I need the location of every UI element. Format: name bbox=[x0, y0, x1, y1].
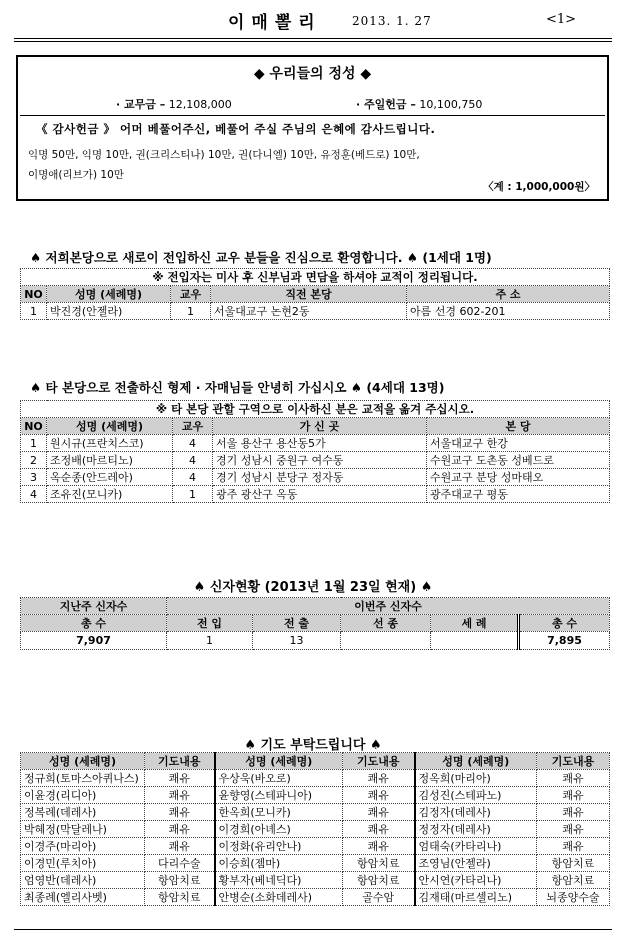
column-header: 선 종 bbox=[341, 615, 431, 632]
column-header: 전 출 bbox=[253, 615, 341, 632]
table-cell: 박진경(안젤라) bbox=[47, 303, 171, 320]
this-week-header: 이번주 신자수 bbox=[167, 598, 610, 615]
table-cell: 쾌유 bbox=[537, 838, 610, 855]
transfer-in-table bbox=[20, 268, 610, 320]
table-cell: 다리수술 bbox=[145, 855, 215, 872]
table-cell: 쾌유 bbox=[537, 821, 610, 838]
table-row bbox=[21, 632, 610, 650]
column-header: 본 당 bbox=[427, 418, 610, 435]
table-row bbox=[21, 486, 610, 503]
column-header: 교우 bbox=[173, 418, 213, 435]
table-cell: 김정자(데레사) bbox=[415, 804, 537, 821]
table-cell: 4 bbox=[21, 486, 47, 503]
table-row bbox=[21, 469, 610, 486]
table-row bbox=[21, 821, 610, 838]
table-row bbox=[21, 770, 610, 787]
table-cell: 4 bbox=[173, 469, 213, 486]
table-cell: 이경희(아녜스) bbox=[215, 821, 343, 838]
table-cell: 최종례(엘리사벳) bbox=[21, 889, 145, 906]
table-cell: 항암치료 bbox=[343, 872, 415, 889]
table-cell: 쾌유 bbox=[343, 804, 415, 821]
table-row bbox=[21, 303, 610, 320]
census-transfer-out: 13 bbox=[253, 632, 341, 650]
table-cell: 김성진(스테파노) bbox=[415, 787, 537, 804]
column-header: 기도내용 bbox=[537, 753, 610, 770]
sunday-value: 10,100,750 bbox=[419, 98, 483, 111]
column-header: 기도내용 bbox=[343, 753, 415, 770]
column-header: 총 수 bbox=[519, 615, 610, 632]
table-cell: 쾌유 bbox=[343, 770, 415, 787]
transfer-out-title: ♠ 타 본당으로 전출하신 형제 · 자매님들 안녕히 가십시오 ♠ (4세대 13명) bbox=[30, 380, 445, 395]
table-cell: 쾌유 bbox=[145, 787, 215, 804]
table-cell: 항암치료 bbox=[145, 872, 215, 889]
column-header: 기도내용 bbox=[145, 753, 215, 770]
table-cell: 황부자(베네딕다) bbox=[215, 872, 343, 889]
table-cell: 정옥희(마리아) bbox=[415, 770, 537, 787]
table-cell: 서울대교구 논현2동 bbox=[211, 303, 407, 320]
table-cell: 한옥희(모니카) bbox=[215, 804, 343, 821]
census-last-total: 7,907 bbox=[21, 632, 167, 650]
table-cell: 정규희(토마스아퀴나스) bbox=[21, 770, 145, 787]
table-cell: 4 bbox=[173, 435, 213, 452]
header-divider bbox=[14, 38, 612, 39]
table-cell: 1 bbox=[171, 303, 211, 320]
table-cell: 쾌유 bbox=[537, 804, 610, 821]
table-cell: 항암치료 bbox=[537, 855, 610, 872]
table-cell: 항암치료 bbox=[145, 889, 215, 906]
table-cell: 쾌유 bbox=[343, 838, 415, 855]
bulletin-date: 2013. 1. 27 bbox=[352, 14, 432, 28]
dues-amount bbox=[116, 96, 232, 112]
table-cell: 이윤경(리디아) bbox=[21, 787, 145, 804]
table-cell: 조영님(안젤라) bbox=[415, 855, 537, 872]
table-cell: 정복례(데레사) bbox=[21, 804, 145, 821]
table-cell: 이경민(루치아) bbox=[21, 855, 145, 872]
table-cell: 쾌유 bbox=[537, 787, 610, 804]
table-cell: 쾌유 bbox=[343, 821, 415, 838]
table-cell: 경기 성남시 분당구 정자동 bbox=[213, 469, 427, 486]
table-cell: 박혜정(막달레나) bbox=[21, 821, 145, 838]
transfer-in-title: ♠ 저희본당으로 새로이 전입하신 교우 분들을 진심으로 환영합니다. ♠ (1세대 1명) bbox=[30, 250, 492, 265]
table-row bbox=[21, 889, 610, 906]
column-header: 총 수 bbox=[21, 615, 167, 632]
table-cell: 이정화(유리안나) bbox=[215, 838, 343, 855]
table-cell: 서울 용산구 용산동5가 bbox=[213, 435, 427, 452]
table-cell: 수원교구 도촌동 성베드로 bbox=[427, 452, 610, 469]
table-cell: 수원교구 분당 성마태오 bbox=[427, 469, 610, 486]
column-header: 직전 본당 bbox=[211, 286, 407, 303]
table-row bbox=[21, 787, 610, 804]
column-header: NO bbox=[21, 418, 47, 435]
census-baptism bbox=[431, 632, 519, 650]
table-cell: 1 bbox=[173, 486, 213, 503]
table-cell: 쾌유 bbox=[145, 838, 215, 855]
table-row bbox=[21, 435, 610, 452]
offering-box bbox=[16, 55, 609, 201]
table-row bbox=[21, 452, 610, 469]
column-header: 성명 (세례명) bbox=[47, 418, 173, 435]
column-header: 성명 (세례명) bbox=[47, 286, 171, 303]
table-cell: 정정자(데레사) bbox=[415, 821, 537, 838]
prayer-title: ♠ 기도 부탁드립니다 ♠ bbox=[244, 738, 382, 753]
sunday-label: · 주일헌금 – bbox=[356, 98, 416, 111]
transfer-in-note: ※ 전입자는 미사 후 신부님과 면담을 하셔야 교적이 정리됩니다. bbox=[21, 269, 610, 286]
table-cell: 2 bbox=[21, 452, 47, 469]
transfer-out-table bbox=[20, 400, 610, 503]
table-cell: 항암치료 bbox=[537, 872, 610, 889]
transfer-out-note: ※ 타 본당 관할 구역으로 이사하신 분은 교적을 옮겨 주십시오. bbox=[21, 401, 610, 418]
sunday-amount bbox=[356, 96, 482, 112]
page-number: <1> bbox=[546, 12, 577, 27]
prayer-table bbox=[20, 752, 610, 906]
table-cell: 이경주(마리아) bbox=[21, 838, 145, 855]
column-header: 주 소 bbox=[407, 286, 610, 303]
census-this-total: 7,895 bbox=[519, 632, 610, 650]
table-cell: 4 bbox=[173, 452, 213, 469]
table-cell: 엄영반(데레사) bbox=[21, 872, 145, 889]
column-header: 성명 (세례명) bbox=[215, 753, 343, 770]
census-deceased bbox=[341, 632, 431, 650]
census-title: ♠ 신자현황 (2013년 1월 23일 현재) ♠ bbox=[193, 580, 433, 595]
column-header: 세 례 bbox=[431, 615, 519, 632]
table-row bbox=[21, 855, 610, 872]
column-header: 가 신 곳 bbox=[213, 418, 427, 435]
column-header: 교우 bbox=[171, 286, 211, 303]
table-cell: 우상욱(바오로) bbox=[215, 770, 343, 787]
donor-line: 익명 50만, 익명 10만, 권(크리스티나) 10만, 권(다니엘) 10만, 유정훈(베드로) 10만, bbox=[28, 149, 420, 161]
donor-line: 이명애(리브가) 10만 bbox=[28, 169, 124, 181]
table-cell: 윤향영(스테파니아) bbox=[215, 787, 343, 804]
offering-title: ◆ 우리들의 정성 ◆ bbox=[253, 66, 372, 82]
table-row bbox=[21, 804, 610, 821]
column-header: 성명 (세례명) bbox=[21, 753, 145, 770]
thanks-heading: 《 감사헌금 》 어머 베풀어주신, 베풀어 주실 주님의 은혜에 감사드립니다. bbox=[36, 122, 436, 136]
table-row bbox=[21, 872, 610, 889]
table-cell: 광주 광산구 옥동 bbox=[213, 486, 427, 503]
header-divider-second bbox=[14, 41, 612, 42]
table-cell: 안병순(소화데레사) bbox=[215, 889, 343, 906]
column-header: 성명 (세례명) bbox=[415, 753, 537, 770]
table-cell: 쾌유 bbox=[343, 787, 415, 804]
column-header: 전 입 bbox=[167, 615, 253, 632]
table-row bbox=[21, 838, 610, 855]
footer-divider bbox=[14, 929, 612, 930]
census-table bbox=[20, 597, 610, 650]
table-cell: 쾌유 bbox=[537, 770, 610, 787]
census-transfer-in: 1 bbox=[167, 632, 253, 650]
table-cell: 이승희(젬마) bbox=[215, 855, 343, 872]
dues-label: · 교무금 – bbox=[116, 98, 166, 111]
table-cell: 원시규(프란치스코) bbox=[47, 435, 173, 452]
table-cell: 광주대교구 평동 bbox=[427, 486, 610, 503]
table-cell: 뇌종양수술 bbox=[537, 889, 610, 906]
offering-total: 〈계 : 1,000,000원〉 bbox=[483, 181, 595, 193]
table-cell: 안시연(카타리나) bbox=[415, 872, 537, 889]
table-cell: 쾌유 bbox=[145, 804, 215, 821]
bulletin-title: 이매뽈리 bbox=[228, 13, 322, 33]
table-cell: 1 bbox=[21, 303, 47, 320]
last-week-header: 지난주 신자수 bbox=[21, 598, 167, 615]
table-cell: 아름 선경 602-201 bbox=[407, 303, 610, 320]
table-cell: 옥순종(안드레아) bbox=[47, 469, 173, 486]
offering-divider bbox=[20, 115, 605, 116]
table-cell: 서울대교구 한강 bbox=[427, 435, 610, 452]
table-cell: 경기 성남시 중원구 여수동 bbox=[213, 452, 427, 469]
table-cell: 항암치료 bbox=[343, 855, 415, 872]
table-cell: 쾌유 bbox=[145, 821, 215, 838]
column-header: NO bbox=[21, 286, 47, 303]
table-cell: 골수암 bbox=[343, 889, 415, 906]
table-cell: 김재태(마르셀리노) bbox=[415, 889, 537, 906]
table-cell: 엄태숙(카타리나) bbox=[415, 838, 537, 855]
dues-value: 12,108,000 bbox=[168, 98, 232, 111]
table-cell: 쾌유 bbox=[145, 770, 215, 787]
table-cell: 3 bbox=[21, 469, 47, 486]
table-cell: 조정배(마르티노) bbox=[47, 452, 173, 469]
table-cell: 조유진(모니카) bbox=[47, 486, 173, 503]
table-cell: 1 bbox=[21, 435, 47, 452]
